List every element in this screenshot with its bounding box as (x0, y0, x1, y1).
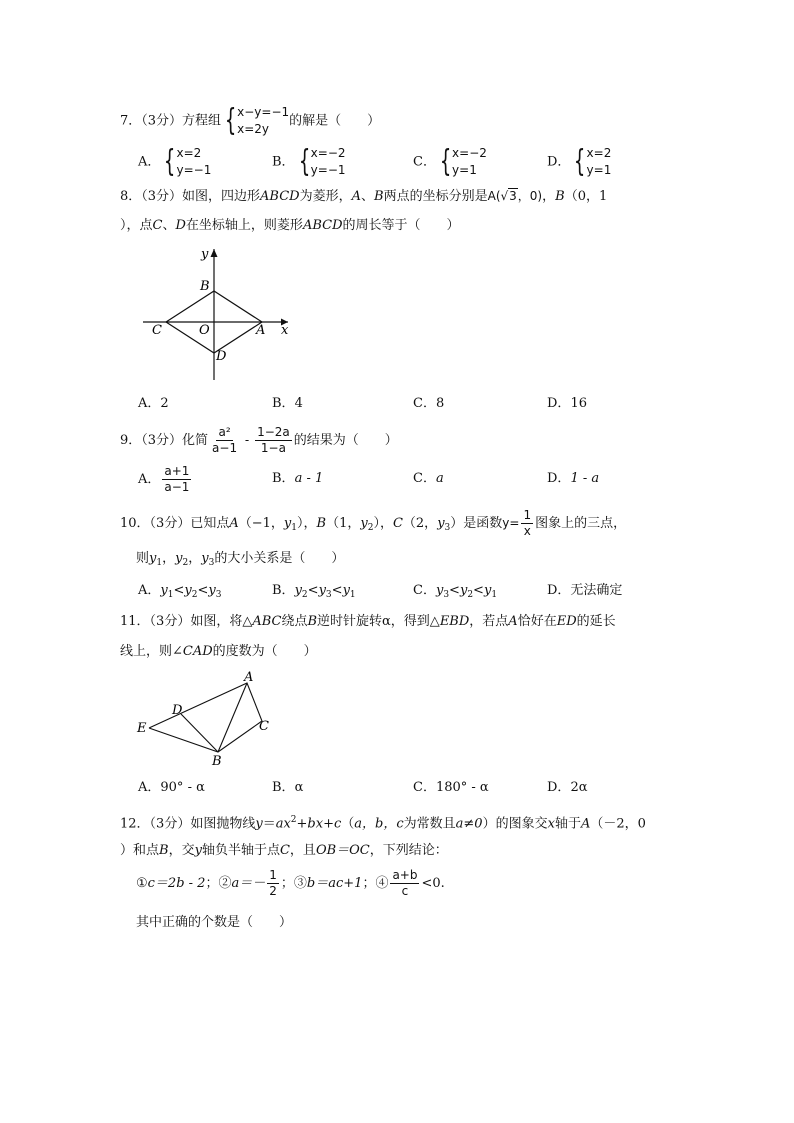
q9-option-b[interactable]: B．a - 1 (272, 471, 324, 486)
q7-option-d[interactable]: D． { x=2 y=1 (547, 144, 612, 179)
q7-equation-system: { x−y=−1 x=2y (224, 103, 290, 138)
q9-option-c[interactable]: C．a (413, 471, 444, 486)
question-9-stem: 9．（3分）化简 $\frac{\text{a²}}{a-1}$ - $\frac{1-2a}{1-a}$ 的结果为（ ） (120, 425, 398, 455)
outline-e-a-c-b (149, 683, 262, 752)
label-e: E (137, 721, 147, 736)
segment-db (181, 714, 218, 752)
question-12-conclusions: ①c＝2b - 2；②a＝－ $\frac{1}{2}$ ；③b＝ac+1；④ $\frac{a+b}{c}$ <0. (136, 868, 445, 898)
q11-option-d[interactable]: D．2α (547, 780, 588, 795)
label-x: x (281, 323, 289, 338)
q9-option-a[interactable]: A． $\frac{a+1}{a-1}$ (138, 464, 190, 494)
q7-option-c[interactable]: C． { x=−2 y=1 (413, 144, 487, 179)
label-d: D (216, 349, 227, 364)
label-b: B (200, 279, 210, 294)
q8-option-d[interactable]: D．16 (547, 396, 587, 411)
label-d: D (172, 703, 183, 718)
question-12-ask: 其中正确的个数是（ ） (136, 915, 293, 930)
q10-function-fraction: $\frac{1}{x}$ (523, 508, 532, 538)
question-8-stem-line2: ），点C、D在坐标轴上，则菱形ABCD的周长等于（ ） (120, 218, 460, 233)
q8-option-c[interactable]: C．8 (413, 396, 445, 411)
q11-option-c[interactable]: C．180° - α (413, 780, 489, 795)
y-axis-arrow (211, 249, 218, 257)
label-c: C (152, 323, 162, 338)
question-11-stem-line1: 11．（3分）如图，将△ABC绕点B逆时针旋转α，得到△EBD，若点A恰好在ED的延长 (120, 614, 616, 629)
q8-option-b[interactable]: B．4 (272, 396, 303, 411)
q9-fraction-1: $\frac{\text{a²}}{a-1}$ (212, 425, 238, 455)
q9-option-d[interactable]: D．1 - a (547, 471, 600, 486)
q8-option-a[interactable]: A．2 (138, 396, 169, 411)
q7-option-b[interactable]: B． { x=−2 y=−1 (272, 144, 346, 179)
q7-eq2: x=2y (237, 122, 270, 136)
label-c: C (259, 719, 269, 734)
question-7-stem (120, 104, 380, 138)
q7-eq1: x−y=−1 (237, 105, 290, 119)
label-y: y (201, 247, 209, 262)
q11-option-b[interactable]: B．α (272, 780, 304, 795)
q7-prefix: 7．（3分）方程组 (120, 113, 222, 129)
q10-option-a[interactable]: A．$y_1<y_2<y_3$ (138, 583, 222, 600)
q9-fraction-2: $\frac{1-2a}{1-a}$ (257, 425, 290, 455)
question-11-stem-line2: 线上，则∠CAD的度数为（ ） (120, 644, 317, 659)
label-o: O (199, 323, 210, 338)
q10-option-b[interactable]: B．$y_2<y_3<y_1$ (272, 583, 356, 600)
label-a: A (256, 323, 266, 338)
question-12-stem-line2: ）和点B，交y轴负半轴于点C，且OB＝OC，下列结论： (120, 843, 448, 858)
q10-option-d[interactable]: D．无法确定 (547, 583, 623, 598)
label-b: B (212, 754, 222, 769)
label-a: A (244, 670, 254, 685)
question-10-stem-line2: 则$y_1$，$y_2$，$y_3$的大小关系是（ ） (136, 551, 345, 568)
question-8-stem-line1: 8．（3分）如图，四边形ABCD为菱形，A、B两点的坐标分别是A(√3，0)，B（0，1 (120, 189, 608, 204)
q8-rhombus-figure (135, 242, 305, 387)
q10-option-c[interactable]: C．$y_3<y_2<y_1$ (413, 583, 498, 600)
question-12-stem-line1: 12．（3分）如图抛物线$y=ax^2+bx+c(a$，b，c为常数且a≠0）的图象交x轴于A（－2，0 (120, 815, 646, 832)
q11-option-a[interactable]: A．90° - α (138, 780, 205, 795)
question-10-stem-line1: 10．（3分）已知点A（−1，$y_1$），B（1，$y_2$），C（2，$y_3$）是函数y= $\frac{1}{x}$ 图象上的三点， (120, 508, 627, 538)
sqrt-3: √3 (500, 189, 517, 203)
q7-option-a[interactable]: A． { x=2 y=−1 (138, 144, 212, 179)
q7-suffix: 的解是（ ） (289, 113, 381, 129)
q11-rotation-figure (132, 666, 282, 776)
